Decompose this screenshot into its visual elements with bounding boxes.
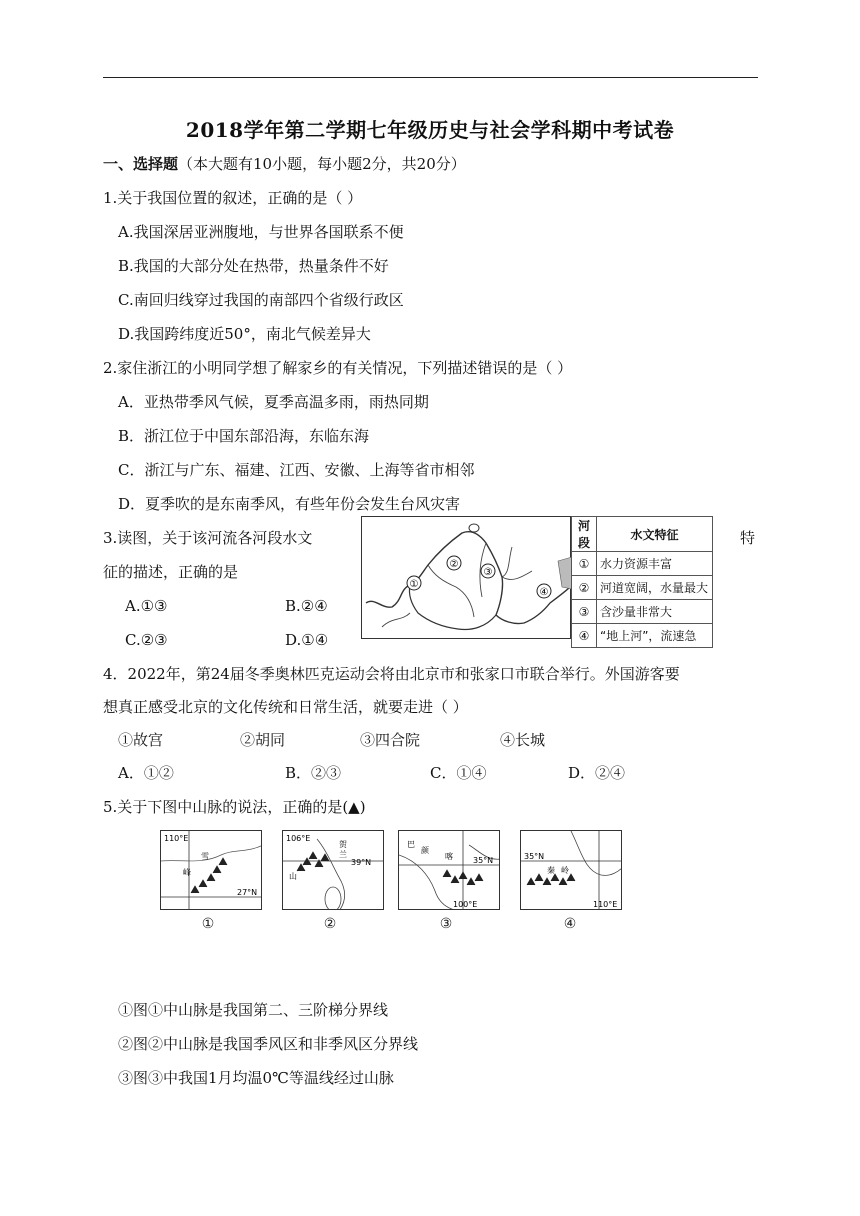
q2-option-c: C．浙江与广东、福建、江西、安徽、上海等省市相邻: [118, 461, 475, 479]
q1-stem: 1.关于我国位置的叙述，正确的是（ ）: [103, 189, 363, 207]
q3-option-a: A.①③: [125, 597, 168, 615]
map2-label-c: 山: [289, 872, 297, 881]
map4-label-a: 秦: [547, 866, 555, 875]
section-heading: [103, 154, 466, 174]
q4-option-c: C．①④: [430, 764, 487, 782]
river-map-drawing: [362, 517, 572, 640]
table-cell: ①: [572, 552, 597, 576]
table-row: [572, 624, 713, 648]
map-caption-2: ②: [323, 916, 337, 932]
table-cell: “地上河”，流速急: [597, 624, 713, 648]
map3-label-c: 喀: [445, 852, 453, 861]
q4-item-1: ①故宫: [118, 731, 164, 749]
mountain-map-2: [282, 830, 384, 910]
map3-label-lat: 35°N: [473, 856, 494, 865]
yellow-river-map: [361, 516, 571, 639]
q3-stem-tail: 特: [740, 529, 756, 547]
map2-label-b: 兰: [339, 850, 347, 859]
table-header-row: [572, 517, 713, 552]
section-label: 一、选择题: [103, 155, 179, 173]
q1-option-c: C.南回归线穿过我国的南部四个省级行政区: [118, 291, 404, 309]
map2-label-lon: 106°E: [286, 834, 311, 843]
map-caption-1: ①: [201, 916, 215, 932]
q3-option-c: C.②③: [125, 631, 168, 649]
q3-stem-b: 征的描述，正确的是: [103, 563, 239, 581]
q5-statement-1: ①图①中山脉是我国第二、三阶梯分界线: [118, 1001, 389, 1019]
q5-statement-2: ②图②中山脉是我国季风区和非季风区分界线: [118, 1035, 419, 1053]
q3-figure: [361, 516, 713, 643]
q3-option-d: D.①④: [285, 631, 329, 649]
q4-stem-b: 想真正感受北京的文化传统和日常生活，就要走进（ ）: [103, 698, 468, 716]
mountain-map-1: [160, 830, 262, 910]
q1-option-d: D.我国跨纬度近50°，南北气候差异大: [118, 325, 371, 343]
map-label-4: ④: [539, 587, 549, 598]
q4-option-a: A．①②: [118, 764, 174, 782]
hydrology-table: [571, 516, 713, 648]
map-label-3: ③: [483, 567, 493, 578]
map2-label-lat: 39°N: [351, 858, 372, 867]
header-rule: [103, 77, 758, 78]
q3-stem-a: 3.读图，关于该河流各河段水文: [103, 529, 313, 547]
map4-label-b: 岭: [561, 866, 569, 875]
map3-label-lon: 100°E: [453, 900, 478, 909]
mountain-map-3: [398, 830, 500, 910]
q2-option-d: D．夏季吹的是东南季风，有些年份会发生台风灾害: [118, 495, 461, 513]
q2-option-a: A．亚热带季风气候，夏季高温多雨，雨热同期: [118, 393, 429, 411]
q1-option-a: A.我国深居亚洲腹地，与世界各国联系不便: [118, 223, 404, 241]
section-note: （本大题有10小题，每小题2分，共20分）: [178, 155, 466, 173]
q2-stem: 2.家住浙江的小明同学想了解家乡的有关情况，下列描述错误的是（ ）: [103, 359, 573, 377]
map2-label-a: 贺: [339, 840, 347, 849]
mountain-map-3-drawing: [399, 831, 500, 910]
table-cell: ③: [572, 600, 597, 624]
q4-item-4: ④长城: [500, 731, 546, 749]
map1-label-lon: 110°E: [164, 834, 189, 843]
q3-option-b: B.②④: [285, 597, 328, 615]
q5-statement-3: ③图③中我国1月均温0℃等温线经过山脉: [118, 1069, 394, 1087]
map1-label-b: 峰: [183, 868, 191, 877]
q4-stem-a: 4．2022年，第24届冬季奥林匹克运动会将由北京市和张家口市联合举行。外国游客要: [103, 665, 680, 683]
map1-label-lat: 27°N: [237, 888, 258, 897]
table-cell: 河道宽阔，水量最大: [597, 576, 713, 600]
table-row: [572, 576, 713, 600]
map4-label-lon: 110°E: [593, 900, 618, 909]
map3-label-b: 颜: [421, 846, 429, 855]
map-label-2: ②: [449, 559, 459, 570]
map-caption-4: ④: [563, 916, 577, 932]
q4-option-b: B．②③: [285, 764, 342, 782]
q4-item-2: ②胡同: [240, 731, 286, 749]
mountain-map-1-drawing: [161, 831, 262, 910]
map-label-1: ①: [409, 579, 419, 590]
q5-stem: 5.关于下图中山脉的说法，正确的是(▲): [103, 798, 366, 816]
table-cell: ②: [572, 576, 597, 600]
exam-title: 2018学年第二学期七年级历史与社会学科期中考试卷: [185, 118, 675, 142]
table-header-section: 河段: [572, 517, 597, 552]
table-row: [572, 600, 713, 624]
table-cell: ④: [572, 624, 597, 648]
table-cell: 含沙量非常大: [597, 600, 713, 624]
q4-option-d: D．②④: [568, 764, 626, 782]
mountain-map-2-drawing: [283, 831, 384, 910]
table-row: [572, 552, 713, 576]
map4-label-lat: 35°N: [524, 852, 545, 861]
q2-option-b: B．浙江位于中国东部沿海，东临东海: [118, 427, 370, 445]
map3-label-a: 巴: [407, 840, 415, 849]
table-cell: 水力资源丰富: [597, 552, 713, 576]
q1-option-b: B.我国的大部分处在热带，热量条件不好: [118, 257, 389, 275]
table-header-feature: 水文特征: [597, 517, 713, 552]
mountain-map-4-drawing: [521, 831, 622, 910]
map-caption-3: ③: [439, 916, 453, 932]
mountain-map-4: [520, 830, 622, 910]
map1-label-a: 雪: [201, 852, 209, 861]
q4-item-3: ③四合院: [360, 731, 421, 749]
